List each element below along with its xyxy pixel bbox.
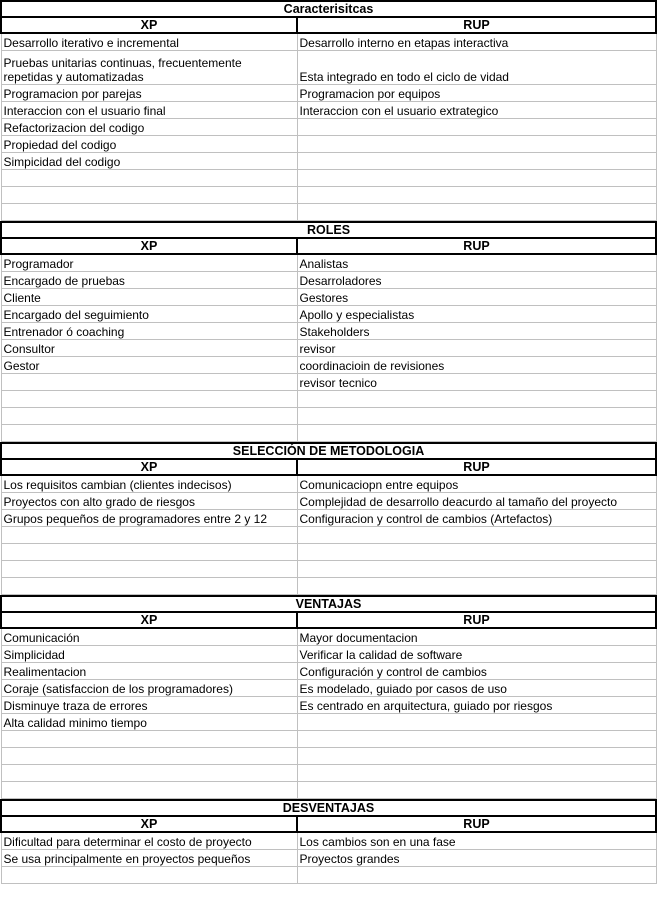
cell-rup[interactable] <box>297 153 656 170</box>
section-table <box>0 442 657 595</box>
rup-header[interactable]: RUP <box>297 459 656 475</box>
cell-rup[interactable]: Configuración y control de cambios <box>297 663 656 680</box>
cell-rup[interactable]: Stakeholders <box>297 323 656 340</box>
table-row <box>1 680 656 697</box>
cell-xp[interactable]: Refactorizacion del codigo <box>1 119 297 136</box>
table-row <box>1 493 656 510</box>
cell-xp[interactable]: Se usa principalmente en proyectos pequeños <box>1 850 297 867</box>
table-row <box>1 306 656 323</box>
cell-rup[interactable]: Es modelado, guiado por casos de uso <box>297 680 656 697</box>
table-row <box>1 323 656 340</box>
empty-cell[interactable] <box>1 731 297 748</box>
empty-cell[interactable] <box>1 561 297 578</box>
rup-header[interactable]: RUP <box>297 17 656 33</box>
empty-row <box>1 765 656 782</box>
empty-cell[interactable] <box>1 544 297 561</box>
cell-rup[interactable]: Programacion por equipos <box>297 85 656 102</box>
cell-rup[interactable]: Comunicaciopn entre equipos <box>297 475 656 493</box>
empty-cell[interactable] <box>297 765 656 782</box>
cell-rup[interactable]: coordinacioin de revisiones <box>297 357 656 374</box>
cell-rup[interactable]: Verificar la calidad de software <box>297 646 656 663</box>
cell-xp[interactable]: Alta calidad minimo tiempo <box>1 714 297 731</box>
section-table <box>0 0 657 221</box>
table-row <box>1 663 656 680</box>
empty-cell[interactable] <box>1 391 297 408</box>
cell-xp[interactable]: Simpicidad del codigo <box>1 153 297 170</box>
table-row <box>1 374 656 391</box>
section-table <box>0 595 657 799</box>
cell-xp[interactable]: Proyectos con alto grado de riesgos <box>1 493 297 510</box>
xp-header[interactable]: XP <box>1 816 297 832</box>
empty-row <box>1 731 656 748</box>
empty-cell[interactable] <box>1 170 297 187</box>
table-row <box>1 254 656 272</box>
table-row <box>1 119 656 136</box>
section-table <box>0 221 657 442</box>
empty-row <box>1 425 656 442</box>
empty-row <box>1 544 656 561</box>
table-row <box>1 272 656 289</box>
cell-rup[interactable]: Configuracion y control de cambios (Artefactos) <box>297 510 656 527</box>
empty-cell[interactable] <box>297 204 656 221</box>
empty-cell[interactable] <box>1 425 297 442</box>
empty-cell[interactable] <box>297 578 656 595</box>
cell-rup[interactable] <box>297 119 656 136</box>
table-row <box>1 153 656 170</box>
empty-cell[interactable] <box>1 765 297 782</box>
empty-cell[interactable] <box>297 391 656 408</box>
cell-xp[interactable]: Cliente <box>1 289 297 306</box>
cell-xp[interactable]: Realimentacion <box>1 663 297 680</box>
cell-xp[interactable]: Dificultad para determinar el costo de proyecto <box>1 832 297 850</box>
cell-line: repetidas y automatizadas <box>3 70 144 84</box>
table-row <box>1 697 656 714</box>
section-title[interactable]: ROLES <box>1 222 656 238</box>
cell-xp[interactable]: Programacion por parejas <box>1 85 297 102</box>
xp-header[interactable]: XP <box>1 612 297 628</box>
cell-rup[interactable]: Complejidad de desarrollo deacurdo al tamaño del proyecto <box>297 493 656 510</box>
empty-cell[interactable] <box>297 867 656 884</box>
empty-row <box>1 527 656 544</box>
empty-cell[interactable] <box>297 748 656 765</box>
empty-row <box>1 867 656 884</box>
cell-rup[interactable]: Interaccion con el usuario extrategico <box>297 102 656 119</box>
empty-row <box>1 187 656 204</box>
cell-xp[interactable]: Desarrollo iterativo e incremental <box>1 33 297 51</box>
empty-row <box>1 408 656 425</box>
empty-cell[interactable] <box>1 187 297 204</box>
table-row <box>1 136 656 153</box>
empty-row <box>1 391 656 408</box>
empty-cell[interactable] <box>1 527 297 544</box>
empty-row <box>1 782 656 799</box>
cell-xp[interactable] <box>1 51 297 85</box>
cell-xp[interactable]: Comunicación <box>1 628 297 646</box>
table-row <box>1 289 656 306</box>
cell-rup[interactable]: Desarrollo interno en etapas interactiva <box>297 33 656 51</box>
cell-rup[interactable]: Es centrado en arquitectura, guiado por riesgos <box>297 697 656 714</box>
table-row <box>1 832 656 850</box>
table-row <box>1 340 656 357</box>
cell-xp[interactable]: Gestor <box>1 357 297 374</box>
empty-row <box>1 561 656 578</box>
empty-cell[interactable] <box>1 867 297 884</box>
empty-row <box>1 578 656 595</box>
xp-header[interactable]: XP <box>1 17 297 33</box>
empty-cell[interactable] <box>297 544 656 561</box>
empty-row <box>1 204 656 221</box>
table-row <box>1 510 656 527</box>
empty-cell[interactable] <box>297 170 656 187</box>
cell-xp[interactable]: Consultor <box>1 340 297 357</box>
empty-cell[interactable] <box>1 782 297 799</box>
table-row <box>1 102 656 119</box>
empty-cell[interactable] <box>1 748 297 765</box>
empty-cell[interactable] <box>297 731 656 748</box>
section-title[interactable]: DESVENTAJAS <box>1 800 656 816</box>
empty-cell[interactable] <box>297 425 656 442</box>
cell-xp[interactable]: Encargado del seguimiento <box>1 306 297 323</box>
cell-rup[interactable]: Gestores <box>297 289 656 306</box>
section-table <box>0 799 657 884</box>
cell-xp[interactable]: Programador <box>1 254 297 272</box>
empty-cell[interactable] <box>297 408 656 425</box>
xp-header[interactable]: XP <box>1 459 297 475</box>
cell-rup[interactable]: revisor tecnico <box>297 374 656 391</box>
empty-cell[interactable] <box>1 408 297 425</box>
table-row <box>1 714 656 731</box>
empty-cell[interactable] <box>297 782 656 799</box>
cell-xp[interactable]: Interaccion con el usuario final <box>1 102 297 119</box>
cell-xp[interactable]: Encargado de pruebas <box>1 272 297 289</box>
rup-header[interactable]: RUP <box>297 816 656 832</box>
cell-rup[interactable] <box>297 714 656 731</box>
empty-row <box>1 170 656 187</box>
cell-line: Pruebas unitarias continuas, frecuentemente <box>3 56 242 70</box>
cell-rup[interactable]: Mayor documentacion <box>297 628 656 646</box>
table-row <box>1 85 656 102</box>
cell-rup[interactable]: Desarroladores <box>297 272 656 289</box>
section-title[interactable]: Caracterisitcas <box>1 1 656 17</box>
cell-rup[interactable]: Proyectos grandes <box>297 850 656 867</box>
cell-xp[interactable] <box>1 374 297 391</box>
empty-cell[interactable] <box>297 561 656 578</box>
section-title[interactable]: SELECCIÓN DE METODOLOGIA <box>1 443 656 459</box>
table-row <box>1 475 656 493</box>
cell-xp[interactable]: Los requisitos cambian (clientes indecisos) <box>1 475 297 493</box>
cell-rup[interactable]: Esta integrado en todo el ciclo de vidad <box>297 51 656 85</box>
rup-header[interactable]: RUP <box>297 612 656 628</box>
cell-xp[interactable]: Disminuye traza de errores <box>1 697 297 714</box>
table-row <box>1 628 656 646</box>
empty-cell[interactable] <box>1 204 297 221</box>
table-row <box>1 646 656 663</box>
xp-header[interactable]: XP <box>1 238 297 254</box>
cell-xp[interactable]: Simplicidad <box>1 646 297 663</box>
empty-cell[interactable] <box>297 527 656 544</box>
cell-xp[interactable]: Coraje (satisfaccion de los programadores) <box>1 680 297 697</box>
empty-cell[interactable] <box>1 578 297 595</box>
table-row <box>1 850 656 867</box>
cell-rup[interactable]: Los cambios son en una fase <box>297 832 656 850</box>
table-row <box>1 357 656 374</box>
cell-xp[interactable]: Entrenador ó coaching <box>1 323 297 340</box>
cell-rup[interactable]: Apollo y especialistas <box>297 306 656 323</box>
cell-xp[interactable]: Propiedad del codigo <box>1 136 297 153</box>
cell-rup[interactable]: Analistas <box>297 254 656 272</box>
rup-header[interactable]: RUP <box>297 238 656 254</box>
section-title[interactable]: VENTAJAS <box>1 596 656 612</box>
empty-cell[interactable] <box>297 187 656 204</box>
cell-xp[interactable]: Grupos pequeños de programadores entre 2 y 12 <box>1 510 297 527</box>
cell-rup[interactable] <box>297 136 656 153</box>
cell-rup[interactable]: revisor <box>297 340 656 357</box>
empty-row <box>1 748 656 765</box>
